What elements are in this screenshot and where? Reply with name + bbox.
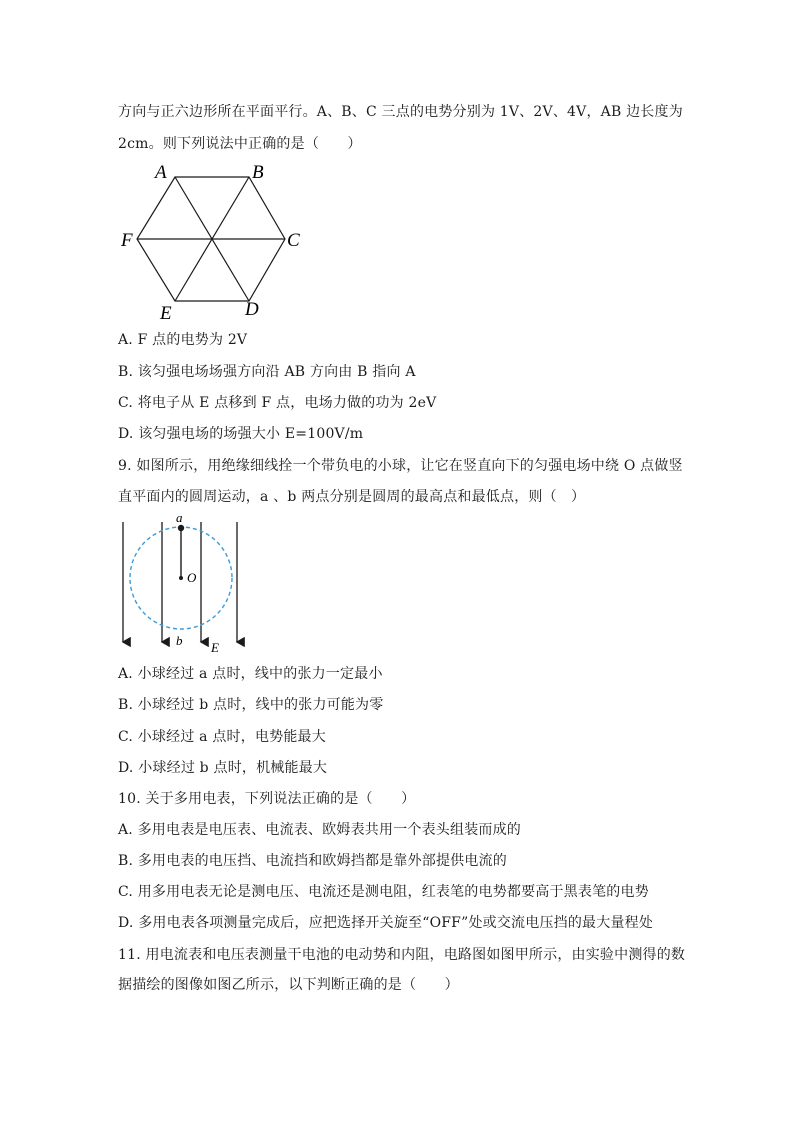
q10-stem: 10. 关于多用电表，下列说法正确的是（ ） [118,791,416,807]
q8-option-c: C. 将电子从 E 点移到 F 点，电场力做的功为 2eV [118,395,437,411]
q9-option-a: A. 小球经过 a 点时，线中的张力一定最小 [118,666,383,682]
q8-option-d: D. 该匀强电场的场强大小 E=100V/m [118,426,364,442]
q11-stem-line2: 据描绘的图像如图乙所示，以下判断正确的是（ ） [118,977,459,993]
q8-stem-line2: 2cm。则下列说法中正确的是（ ） [118,136,362,152]
field-label-e: E [211,640,219,654]
q9-option-c: C. 小球经过 a 点时，电势能最大 [118,729,326,745]
circle-label-o: O [187,570,197,585]
q9-stem-line2: 直平面内的圆周运动，a 、b 两点分别是圆周的最高点和最低点，则（ ） [118,489,586,505]
q10-option-b: B. 多用电表的电压挡、电流挡和欧姆挡都是靠外部提供电流的 [118,853,507,869]
hexagon-figure [115,160,315,320]
q9-option-b: B. 小球经过 b 点时，线中的张力可能为零 [118,697,384,713]
hex-label-f: F [121,230,133,251]
q8-option-b: B. 该匀强电场场强方向沿 AB 方向由 B 指向 A [118,364,416,380]
center-point-o [179,576,183,580]
hex-label-d: D [245,299,259,320]
circle-label-b: b [176,633,183,648]
q10-option-d: D. 多用电表各项测量完成后，应把选择开关旋至“OFF”处或交流电压挡的最大量程处 [118,915,654,931]
q9-option-d: D. 小球经过 b 点时，机械能最大 [118,760,328,776]
q10-option-c: C. 用多用电表无论是测电压、电流还是测电阻，红表笔的电势都要高于黑表笔的电势 [118,884,649,900]
hex-label-c: C [287,230,300,251]
ball-point-a [178,525,184,531]
circular-motion-figure [115,514,255,654]
q10-option-a: A. 多用电表是电压表、电流表、欧姆表共用一个表头组装而成的 [118,822,522,838]
q11-stem-line1: 11. 用电流表和电压表测量干电池的电动势和内阻，电路图如图甲所示，由实验中测得的数 [118,947,686,963]
hex-label-e: E [160,303,172,320]
q9-stem-line1: 9. 如图所示，用绝缘细线拴一个带负电的小球，让它在竖直向下的匀强电场中绕 O 点做竖 [118,458,683,474]
q8-option-a: A. F 点的电势为 2V [118,332,248,348]
hex-label-a: A [155,162,167,183]
q8-stem-line1: 方向与正六边形所在平面平行。A、B、C 三点的电势分别为 1V、2V、4V，AB 边长度为 [118,104,683,120]
circle-label-a: a [176,514,183,525]
hex-label-b: B [252,162,264,183]
